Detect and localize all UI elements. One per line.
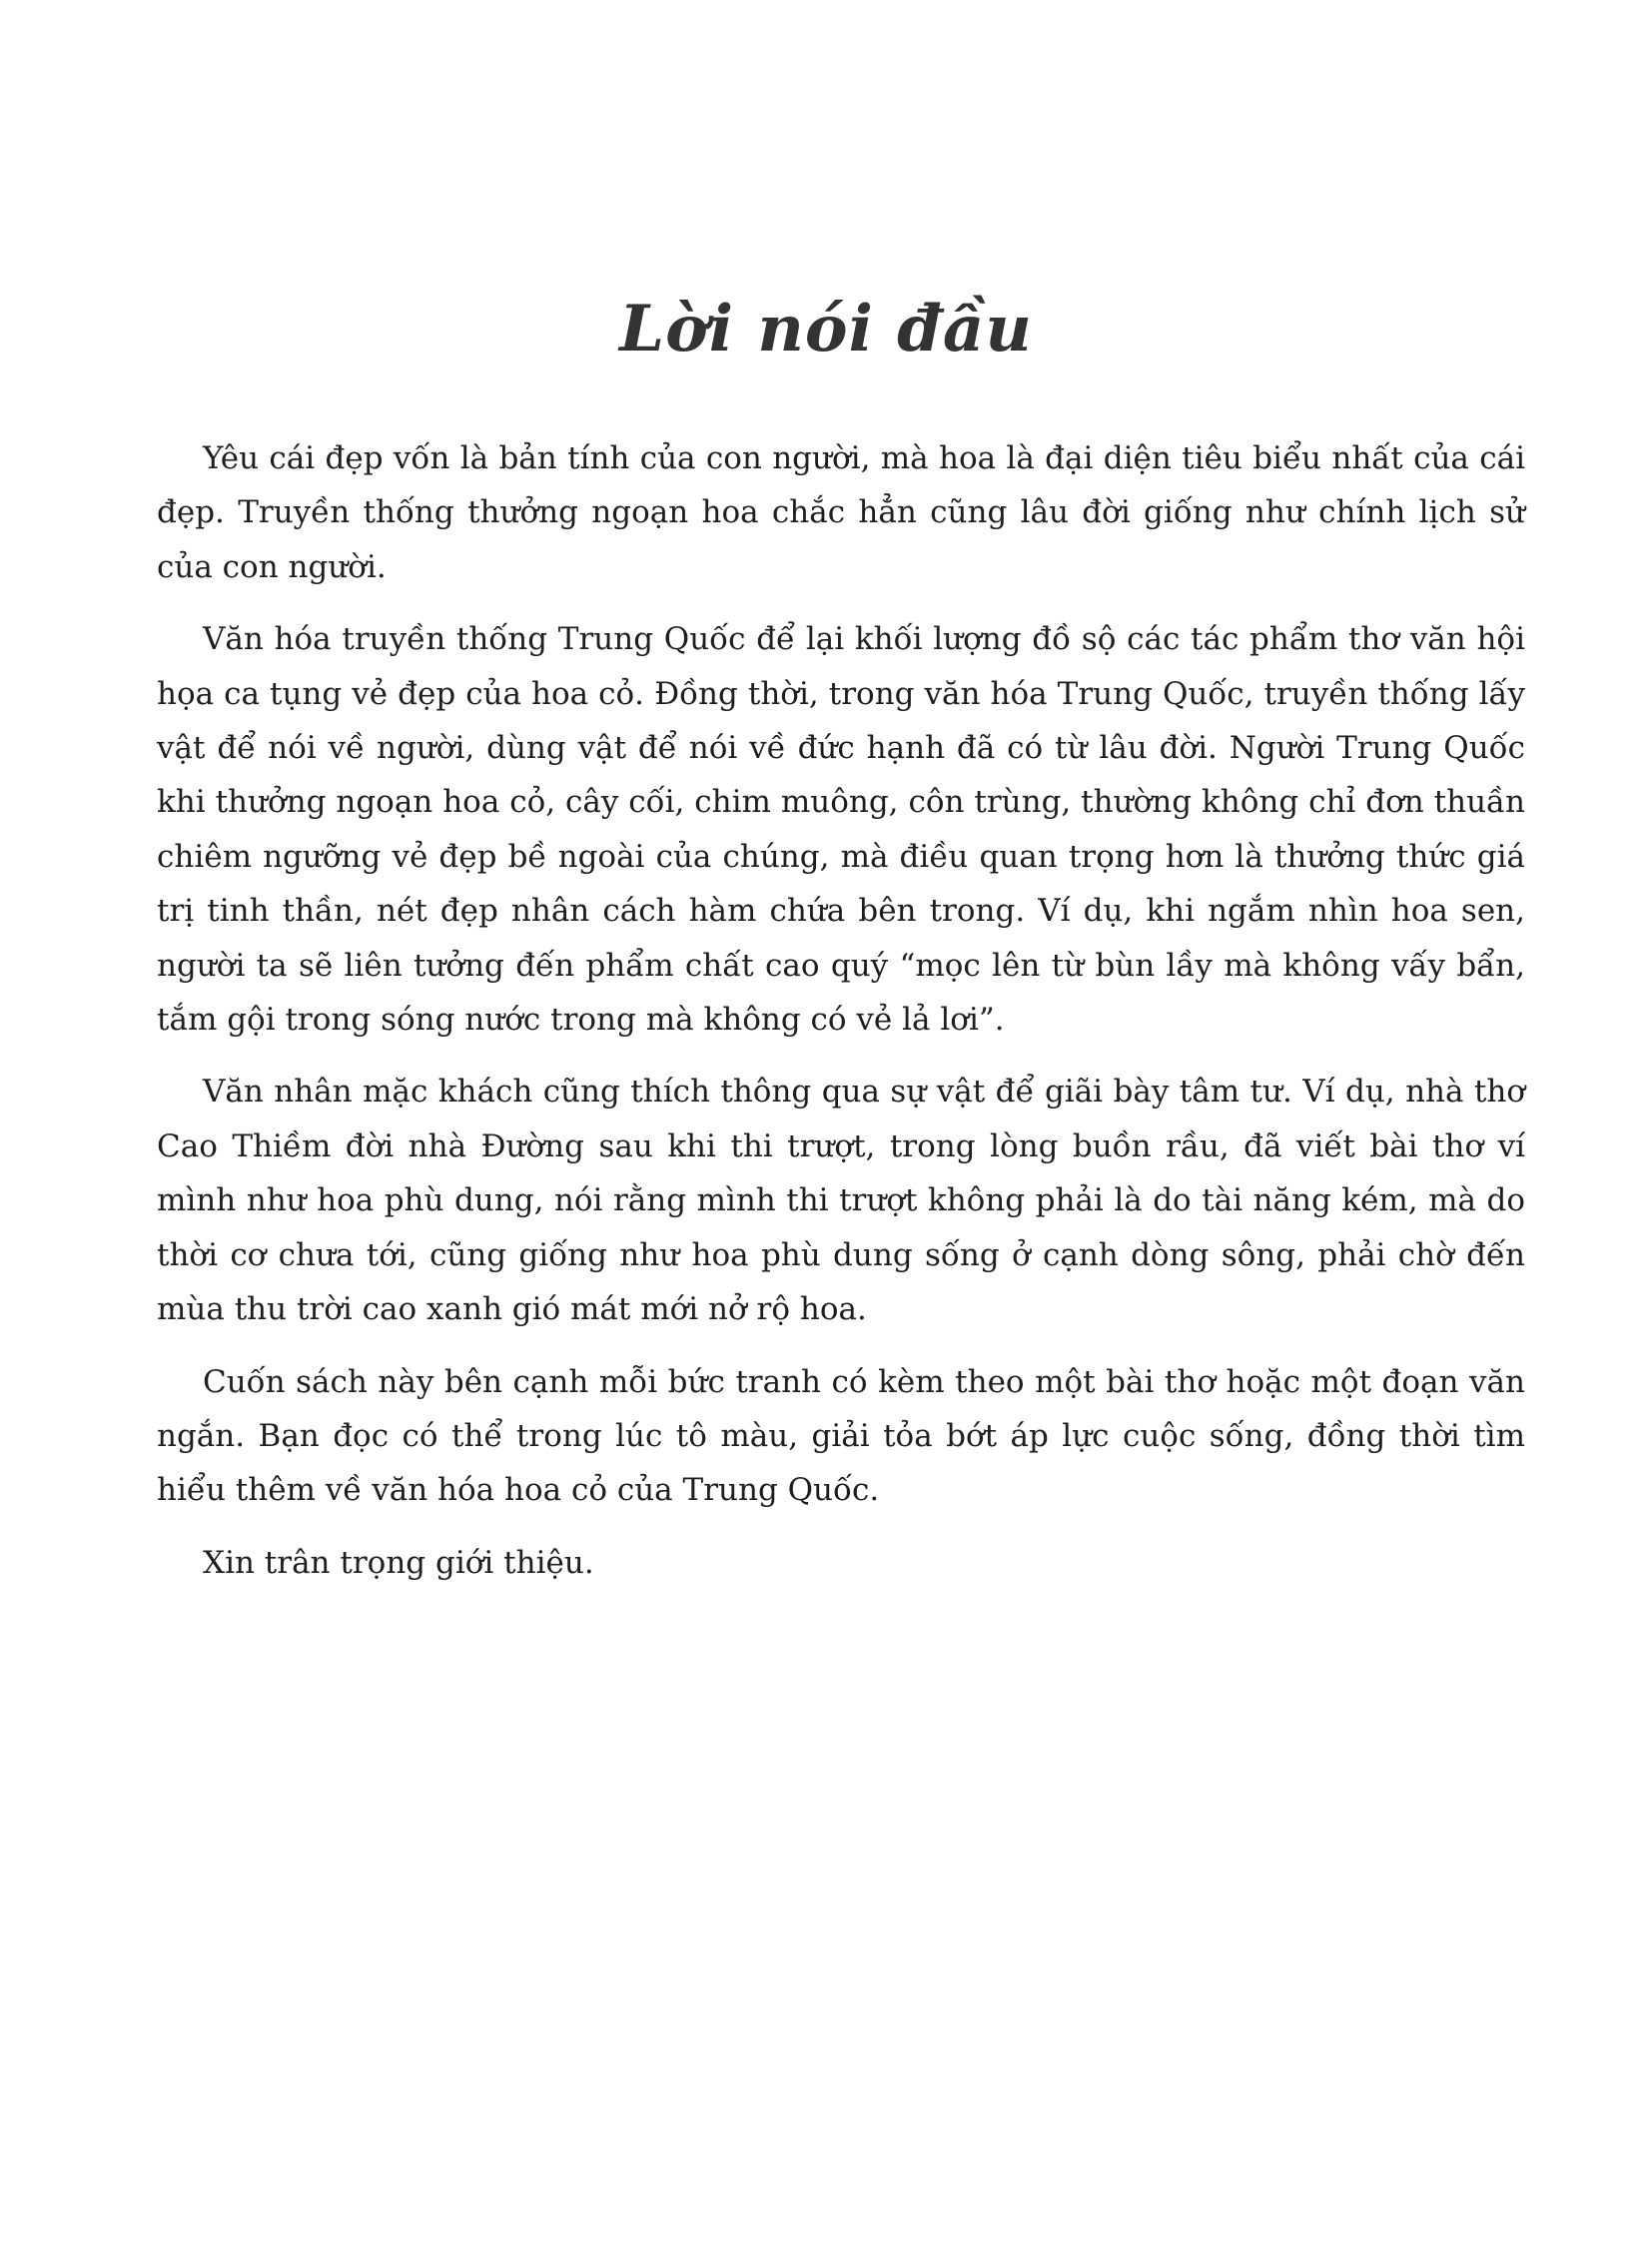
paragraph-1: Yêu cái đẹp vốn là bản tính của con người, mà hoa là đại diện tiêu biểu nhất của cái đẹp. Truyền thống thưởng ngoạn hoa chắc hẳn cũng lâu đời giống như chính lịch sử của con người. — [157, 440, 1525, 585]
paragraph-3: Văn nhân mặc khách cũng thích thông qua sự vật để giãi bày tâm tư. Ví dụ, nhà thơ Cao Thiềm đời nhà Đường sau khi thi trượt, trong lòng buồn rầu, đã viết bài thơ ví mình như hoa phù dung, nói rằng mình thi trượt không phải là do tài năng kém, mà do thời cơ chưa tới, cũng giống như hoa phù dung sống ở cạnh dòng sông, phải chờ đến mùa thu trời cao xanh gió mát mới nở rộ hoa. — [157, 1074, 1525, 1328]
paragraph-2: Văn hóa truyền thống Trung Quốc để lại khối lượng đồ sộ các tác phẩm thơ văn hội họa ca tụng vẻ đẹp của hoa cỏ. Đồng thời, trong văn hóa Trung Quốc, truyền thống lấy vật để nói về người, dùng vật để nói về đức hạnh đã có từ lâu đời. Người Trung Quốc khi thưởng ngoạn hoa cỏ, cây cối, chim muông, côn trùng, thường không chỉ đơn thuần chiêm ngưỡng vẻ đẹp bề ngoài của chúng, mà điều quan trọng hơn là thưởng thức giá trị tinh thần, nét đẹp nhân cách hàm chứa bên trong. Ví dụ, khi ngắm nhìn hoa sen, người ta sẽ liên tưởng đến phẩm chất cao quý “mọc lên từ bùn lầy mà không vấy bẩn, tắm gội trong sóng nước trong mà không có vẻ lả lơi”. — [157, 621, 1525, 1039]
page-title: Lời nói đầu — [619, 292, 1033, 367]
paragraph-5: Xin trân trọng giới thiệu. — [203, 1544, 594, 1581]
paragraph-4: Cuốn sách này bên cạnh mỗi bức tranh có kèm theo một bài thơ hoặc một đoạn văn ngắn. Bạn đọc có thể trong lúc tô màu, giải tỏa bớt áp lực cuộc sống, đồng thời tìm hiểu thêm về văn hóa hoa cỏ của Trung Quốc. — [157, 1363, 1525, 1509]
body-text — [157, 431, 1525, 1608]
